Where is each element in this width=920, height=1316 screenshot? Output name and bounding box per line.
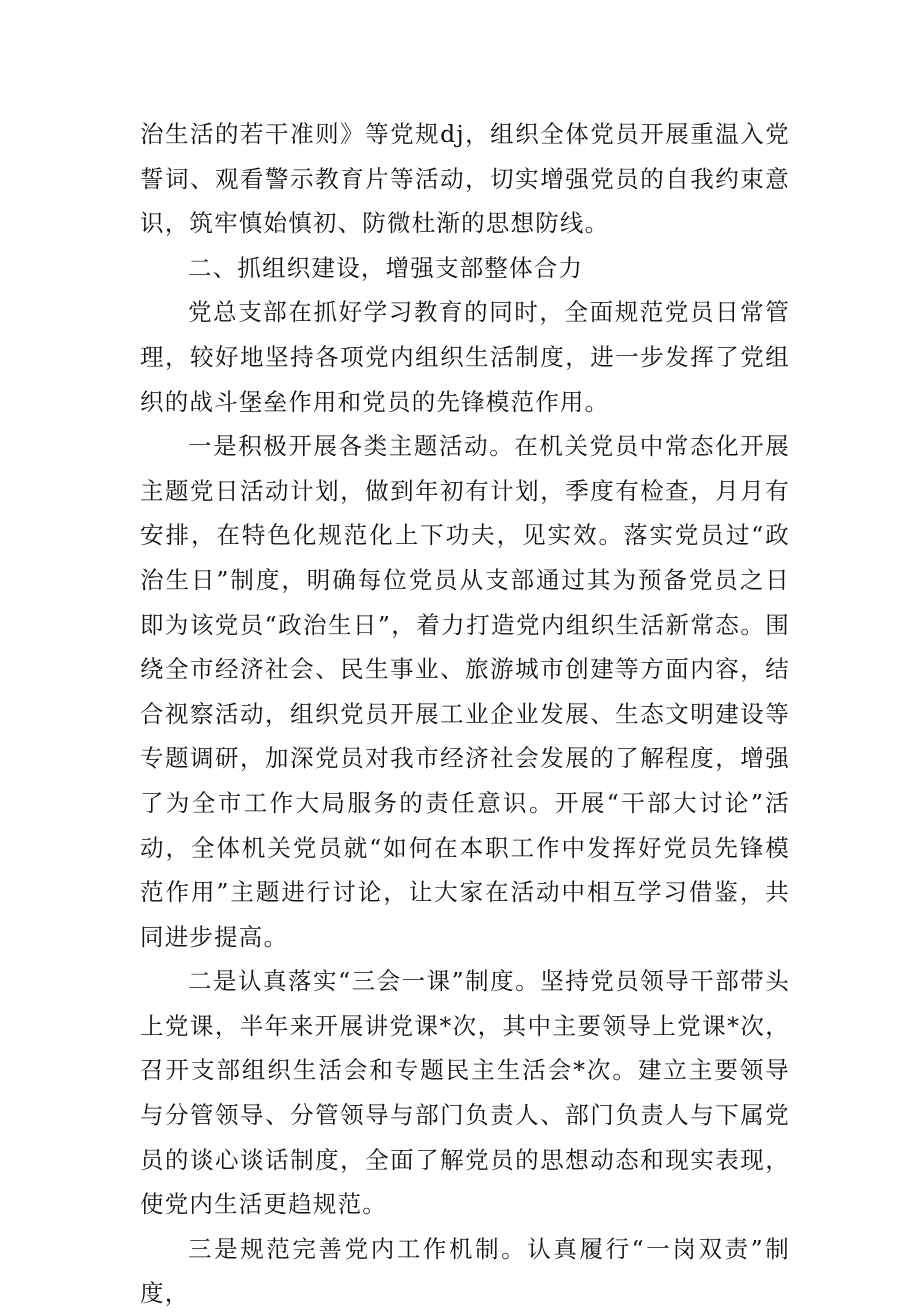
document-body [140, 112, 790, 1316]
paragraph-item-two: 二是认真落实“三会一课”制度。坚持党员领导干部带头上党课，半年来开展讲党课*次，其中主要领导上党课*次，召开支部组织生活会和专题民主生活会*次。建立主要领导与分管领导、分管领导与部门负责人、部门负责人与下属党员的谈心谈话制度，全面了解党员的思想动态和现实表现，使党内生活更趋规范。 [140, 967, 790, 1219]
paragraph-intro: 党总支部在抓好学习教育的同时，全面规范党员日常管理，较好地坚持各项党内组织生活制度，进一步发挥了党组织的战斗堡垒作用和党员的先锋模范作用。 [140, 298, 790, 416]
paragraph-item-one: 一是积极开展各类主题活动。在机关党员中常态化开展主题党日活动计划，做到年初有计划，季度有检查，月月有安排，在特色化规范化上下功夫，见实效。落实党员过“政治生日”制度，明确每位党员从支部通过其为预备党员之日即为该党员“政治生日”，着力打造党内组织生活新常态。围绕全市经济社会、民生事业、旅游城市创建等方面内容，结合视察活动，组织党员开展工业企业发展、生态文明建设等专题调研，加深党员对我市经济社会发展的了解程度，增强了为全市工作大局服务的责任意识。开展“干部大讨论”活动，全体机关党员就“如何在本职工作中发挥好党员先锋模范作用”主题进行讨论，让大家在活动中相互学习借鉴，共同进步提高。 [140, 432, 790, 951]
paragraph-continuation: 治生活的若干准则》等党规dj，组织全体党员开展重温入党誓词、观看警示教育片等活动，切实增强党员的自我约束意识，筑牢慎始慎初、防微杜渐的思想防线。 [140, 120, 790, 238]
paragraph-item-three: 三是规范完善党内工作机制。认真履行“一岗双责”制度， [140, 1234, 790, 1308]
section-heading: 二、抓组织建设，增强支部整体合力 [188, 253, 584, 282]
